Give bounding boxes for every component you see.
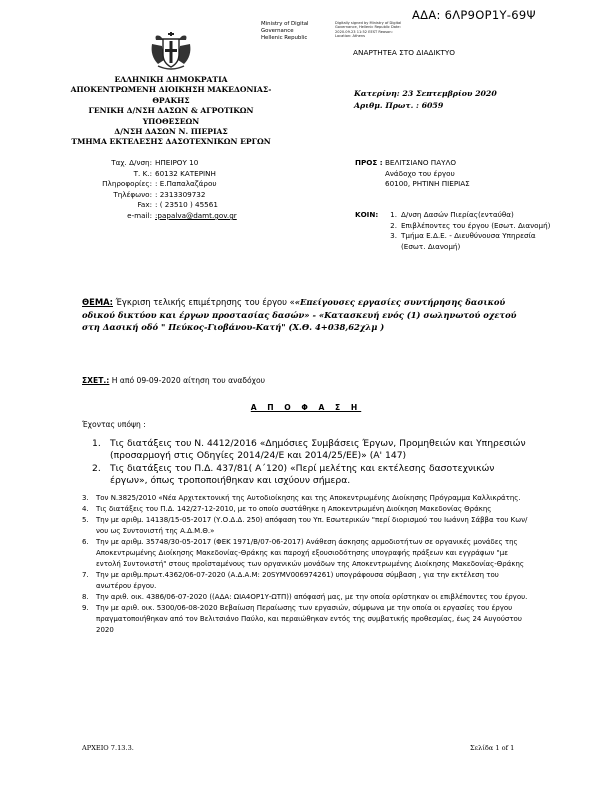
place-date: Κατερίνη: 23 Σεπτεμβρίου 2020 (354, 89, 497, 98)
cc-row (355, 221, 555, 232)
decision-heading: Α Π Ο Φ Α Σ Η (250, 403, 362, 412)
header-line: ΓΕΝΙΚΗ Δ/ΝΣΗ ΔΑΣΩΝ & ΑΓΡΟΤΙΚΩΝ ΥΠΟΘΕΣΕΩΝ (88, 106, 254, 126)
contact-row (60, 190, 237, 201)
contact-label: Fax: (137, 200, 152, 210)
signature-line-2: Governance (261, 28, 294, 35)
item-text: Την αριθ. οικ. 4386/06-07-2020 ((ΑΔΑ: ΩΙΑ4ΟΡ1Υ-ΩΤΠ)) απόφασή μας, με την οποία ορίστηκαν οι επιβλέποντες του έργου. (96, 592, 528, 601)
contact-value: : ( 23510 ) 45561 (155, 200, 218, 210)
greek-coat-of-arms-icon (150, 30, 192, 70)
contact-label: Τηλέφωνο: (113, 189, 152, 199)
header-line: ΤΜΗΜΑ ΕΚΤΕΛΕΣΗΣ ΔΑΣΟΤΕΧΝΙΚΩΝ ΕΡΓΩΝ (71, 137, 271, 147)
subject-bold: «Επείγουσες εργασίες συντήρησης δασικού οδικού δικτύου και έργων προστασίας δασών» - «Κατασκευή ενός (1) σωληνωτού οχετού στη Δασική οδό " Πεύκος-Γιοβάνου-Κατή" (Χ.Θ. 4+038,62χλμ ) (82, 297, 517, 333)
contact-label: e-mail: (127, 210, 152, 220)
item-text: Την με αριθμ.πρωτ.4362/06-07-2020 (Α.Δ.Α.Μ: 20SYMV006974261) υπογράφουσα σύμβαση , για την εκτέλεση του ανωτέρου έργου. (96, 570, 499, 590)
archive-code: ΑΡΧΕΙΟ 7.13.3. (82, 744, 134, 752)
list-item (82, 515, 530, 537)
considering-intro: Έχοντας υπόψη : (82, 420, 146, 429)
cc-text: Επιβλέποντες του έργου (Εσωτ. Διανομή) (401, 220, 551, 230)
cc-num: 3. (390, 231, 397, 241)
item-number: 1. (92, 438, 101, 449)
recipient-line: ΒΕΛΙΤΣΙΑΝΟ ΠΑΥΛΟ (385, 158, 457, 167)
item-number: 5. (82, 515, 89, 524)
item-number: 7. (82, 570, 89, 579)
item-text: Την με αριθμ. 14138/15-05-2017 (Υ.Ο.Δ.Δ. 250) απόφαση του Υπ. Εσωτερικών "περί διορισμού του Ιωάννη Σάββα του Κων/νου ως Συντονιστή της Α.Δ.Μ.Θ.» (96, 515, 528, 535)
contact-row (60, 179, 237, 190)
header-line: ΑΠΟΚΕΝΤΡΩΜΕΝΗ ΔΙΟΙΚΗΣΗ ΜΑΚΕΔΟΝΙΑΣ-ΘΡΑΚΗΣ (70, 85, 272, 105)
signature-line-3: Hellenic Republic (261, 35, 308, 42)
publication-notice: ΑΝΑΡΤΗΤΕΑ ΣΤΟ ΔΙΑΔΙΚΤΥΟ (353, 48, 456, 57)
cc-text: Τμήμα Ε.Δ.Ε. - Διευθύνουσα Υπηρεσία (Εσωτ. Διανομή) (401, 231, 536, 251)
item-number: 3. (82, 493, 89, 502)
item-text: Την με αριθ. οικ. 5300/06-08-2020 Βεβαίωση Περαίωσης των εργασιών, σύμφωνα με την οποία οι εργασίες του έργου πραγματοποιήθηκαν από τον Βελιτσιάνο Παύλο, και περαιώθηκαν εντός της συμβατικής προθεσμίας, έως 24 Αυγούστου 2020 (96, 603, 522, 634)
cc-row (355, 231, 555, 252)
list-item (82, 438, 530, 463)
recipient-label: ΠΡΟΣ : (355, 158, 383, 167)
ada-number: ΑΔΑ: 6ΛΡ9ΟΡ1Υ-69Ψ (412, 8, 536, 22)
cc-label: ΚΟΙΝ: (355, 210, 379, 219)
contact-value: 60132 ΚΑΤΕΡΙΝΗ (155, 168, 216, 178)
issuing-authority-header (60, 75, 282, 148)
list-item (82, 592, 530, 603)
contact-label: Πληροφορίες: (102, 179, 152, 189)
page-number: Σελίδα 1 of 1 (470, 744, 515, 752)
cc-text: Δ/νση Δασών Πιερίας(ενταύθα) (401, 210, 514, 219)
item-text: Τις διατάξεις του Π.Δ. 437/81( Α΄120) «Περί μελέτης και εκτέλεσης δασοτεχνικών έργων», όπως τροποποιήθηκαν και ισχύουν σήμερα. (110, 462, 495, 487)
item-number: 6. (82, 537, 89, 546)
considerations-list (82, 438, 530, 636)
reference-line (82, 376, 265, 385)
reference-label: ΣΧΕΤ.: (82, 376, 110, 385)
contact-row (60, 169, 237, 180)
cc-num: 2. (390, 220, 397, 230)
header-line: Δ/ΝΣΗ ΔΑΣΩΝ Ν. ΠΙΕΡΙΑΣ (114, 127, 228, 137)
contact-row (60, 211, 237, 222)
item-number: 9. (82, 603, 89, 612)
recipient-block (355, 158, 470, 190)
contact-value: : 2313309732 (155, 189, 206, 199)
item-text: Τις διατάξεις του Π.Δ. 142/27-12-2010, με το οποίο συστάθηκε η Αποκεντρωμένη Διοίκηση Μακεδονίας Θράκης (96, 504, 492, 513)
contact-value: : Ε.Παπαλαζάρου (155, 179, 217, 189)
recipient-line: Ανάδοχο του έργου (385, 168, 455, 178)
reference-text: Η από 09-09-2020 αίτηση του αναδόχου (109, 376, 266, 385)
signature-detail: Digitally signed by Ministry of Digital Governance, Hellenic Republic Date: 2020.09.23 11:52 EEST Reason: Location: Athens (335, 21, 402, 39)
cc-block (355, 210, 555, 252)
subject-plain: Έγκριση τελικής επιμέτρησης του έργου « (113, 297, 295, 307)
list-item (82, 537, 530, 570)
list-item (82, 493, 530, 504)
item-number: 4. (82, 504, 89, 513)
protocol-number: Αριθμ. Πρωτ. : 6059 (354, 101, 444, 110)
contact-details (60, 158, 237, 222)
place-date-block (354, 88, 497, 112)
recipient-line: 60100, ΡΗΤΙΝΗ ΠΙΕΡΙΑΣ (385, 179, 470, 189)
header-line: ΕΛΛΗΝΙΚΗ ΔΗΜΟΚΡΑΤΙΑ (114, 75, 228, 84)
subject-paragraph (82, 296, 522, 334)
email-link[interactable]: :papalva@damt.gov.gr (155, 210, 237, 220)
list-item (82, 504, 530, 515)
subject-label: ΘΕΜΑ: (82, 297, 114, 307)
contact-row (60, 200, 237, 211)
contact-value: ΗΠΕΙΡΟΥ 10 (155, 158, 199, 167)
list-item (82, 603, 530, 636)
recipient-row (355, 179, 470, 190)
recipient-row (355, 169, 470, 180)
contact-label: Ταχ. Δ/νση: (111, 158, 152, 167)
cc-row (355, 210, 555, 221)
item-text: Την με αριθμ. 35748/30-05-2017 (ΦΕΚ 1971/Β/07-06-2017) Ανάθεση άσκησης αρμοδιοτήτων σε οργανικές μονάδες της Αποκεντρωμένης Διοίκησης Μακεδονίας-Θράκης και παροχή εξουσιοδότησης υπογραφής πράξεων και εγγράφων "με εντολή Συντονιστή" στους προϊσταμένους των οργανικών μονάδων της Αποκεντρωμένης Διοίκησης Μακεδονίας-Θράκης (96, 537, 525, 568)
cc-num: 1. (390, 210, 397, 219)
digital-signature-block (261, 21, 327, 43)
list-item (82, 463, 530, 488)
list-item (82, 570, 530, 592)
item-text: Τον Ν.3825/2010 «Νέα Αρχιτεκτονική της Αυτοδιοίκησης και της Αποκεντρωμένης Διοίκησης Πρόγραμμα Καλλικράτης. (96, 493, 521, 502)
signature-line-1: Ministry of Digital (261, 21, 309, 27)
recipient-row (355, 158, 470, 169)
item-text: Τις διατάξεις του Ν. 4412/2016 «Δημόσιες Συμβάσεις Έργων, Προμηθειών και Υπηρεσιών (προσαρμογή στις Οδηγίες 2014/24/Ε και 2014/25/ΕΕ)» (Α' 147) (110, 438, 526, 462)
contact-row (60, 158, 237, 169)
item-number: 2. (92, 462, 101, 474)
item-number: 8. (82, 592, 89, 601)
contact-label: Τ. Κ.: (133, 168, 152, 178)
